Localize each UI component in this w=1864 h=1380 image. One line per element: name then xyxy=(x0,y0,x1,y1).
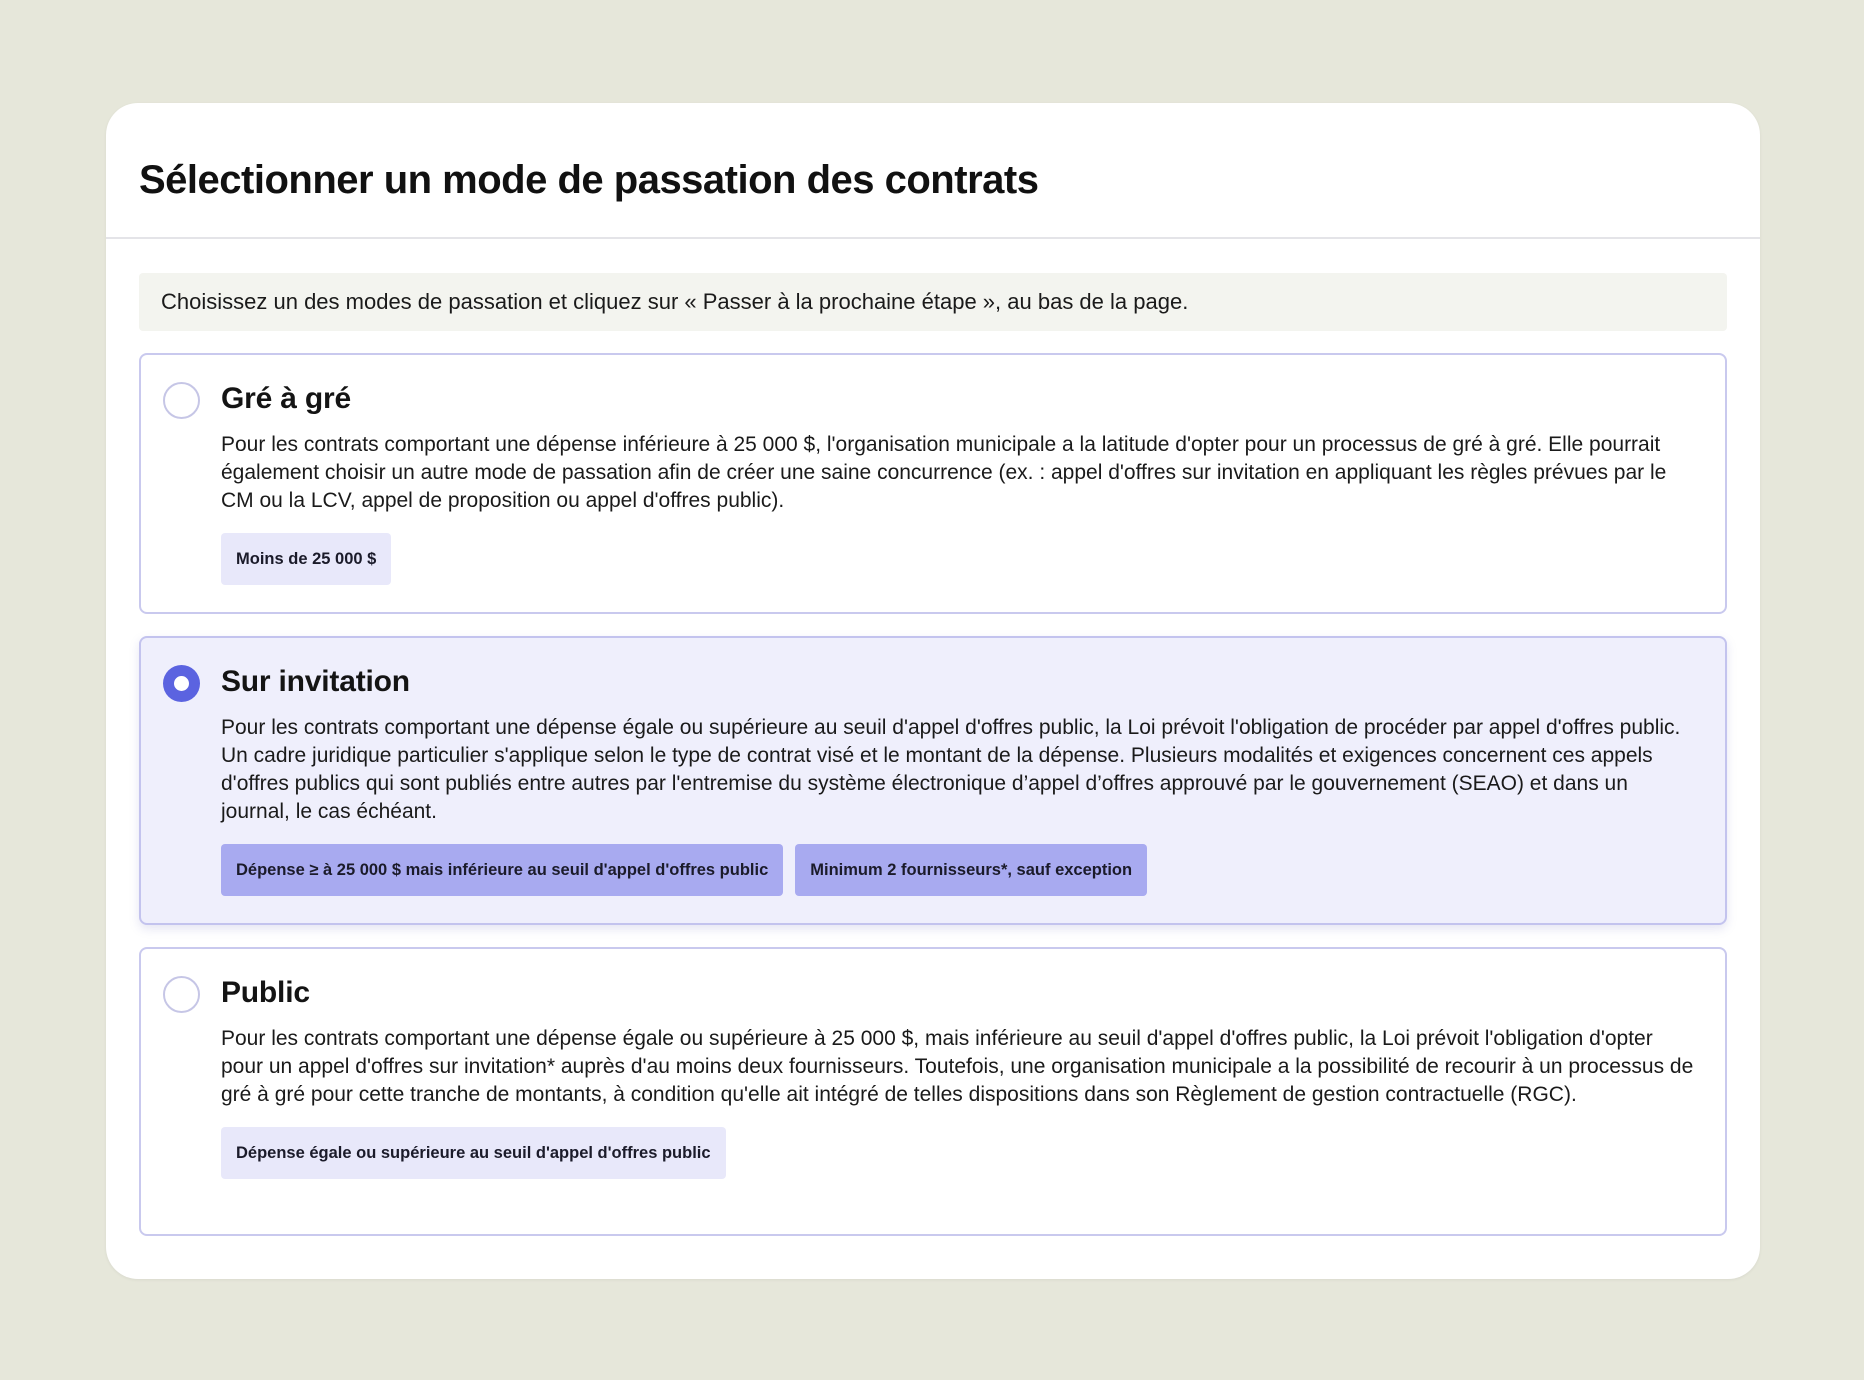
option-description: Pour les contrats comportant une dépense égale ou supérieure à 25 000 $, mais inférieure au seuil d'appel d'offres public, la Loi prévoit l'obligation d'opter pour un appel d'offres sur invitation* auprès d'au moins deux fournisseurs. Toutefois, une organisation municipale a la possibilité de recourir à un processus de gré à gré pour cette tranche de montants, à condition qu'elle ait intégré de telles dispositions dans son Règlement de gestion contractuelle (RGC). xyxy=(221,1027,1694,1106)
mode-selection-card xyxy=(106,103,1760,1279)
instructions-banner xyxy=(139,273,1727,331)
card-body xyxy=(106,239,1760,1236)
option-tags xyxy=(221,1127,1697,1179)
radio-button-gre-a-gre[interactable] xyxy=(163,382,200,419)
option-title: Sur invitation xyxy=(221,665,410,698)
card-header xyxy=(106,103,1760,239)
tag-badge: Dépense égale ou supérieure au seuil d'appel d'offres public xyxy=(221,1127,726,1179)
option-sur-invitation[interactable] xyxy=(139,636,1727,925)
option-public[interactable] xyxy=(139,947,1727,1236)
option-description: Pour les contrats comportant une dépense inférieure à 25 000 $, l'organisation municipale a la latitude d'opter pour un processus de gré à gré. Elle pourrait également choisir un autre mode de passation afin de créer une saine concurrence (ex. : appel d'offres sur invitation en appliquant les règles prévues par le CM ou la LCV, appel de proposition ou appel d'offres public). xyxy=(221,433,1667,512)
option-title: Gré à gré xyxy=(221,382,351,415)
option-description: Pour les contrats comportant une dépense égale ou supérieure au seuil d'appel d'offres public, la Loi prévoit l'obligation de procéder par appel d'offres public. Un cadre juridique particulier s'applique selon le type de contrat visé et le montant de la dépense. Plusieurs modalités et exigences concernent ces appels d'offres publics qui sont publiés entre autres par l'entremise du système électronique d’appel d’offres approuvé par le gouvernement (SEAO) et dans un journal, le cas échéant. xyxy=(221,716,1681,823)
option-gre-a-gre[interactable] xyxy=(139,353,1727,614)
option-tags xyxy=(221,844,1697,896)
page-title: Sélectionner un mode de passation des contrats xyxy=(139,158,1039,202)
option-title: Public xyxy=(221,976,310,1009)
radio-button-public[interactable] xyxy=(163,976,200,1013)
tag-badge: Moins de 25 000 $ xyxy=(221,533,391,585)
tag-badge: Dépense ≥ à 25 000 $ mais inférieure au seuil d'appel d'offres public xyxy=(221,844,783,896)
radio-button-sur-invitation[interactable] xyxy=(163,665,200,702)
instructions-text: Choisissez un des modes de passation et cliquez sur « Passer à la prochaine étape », au bas de la page. xyxy=(161,289,1189,314)
tag-badge: Minimum 2 fournisseurs*, sauf exception xyxy=(795,844,1147,896)
option-tags xyxy=(221,533,1697,585)
